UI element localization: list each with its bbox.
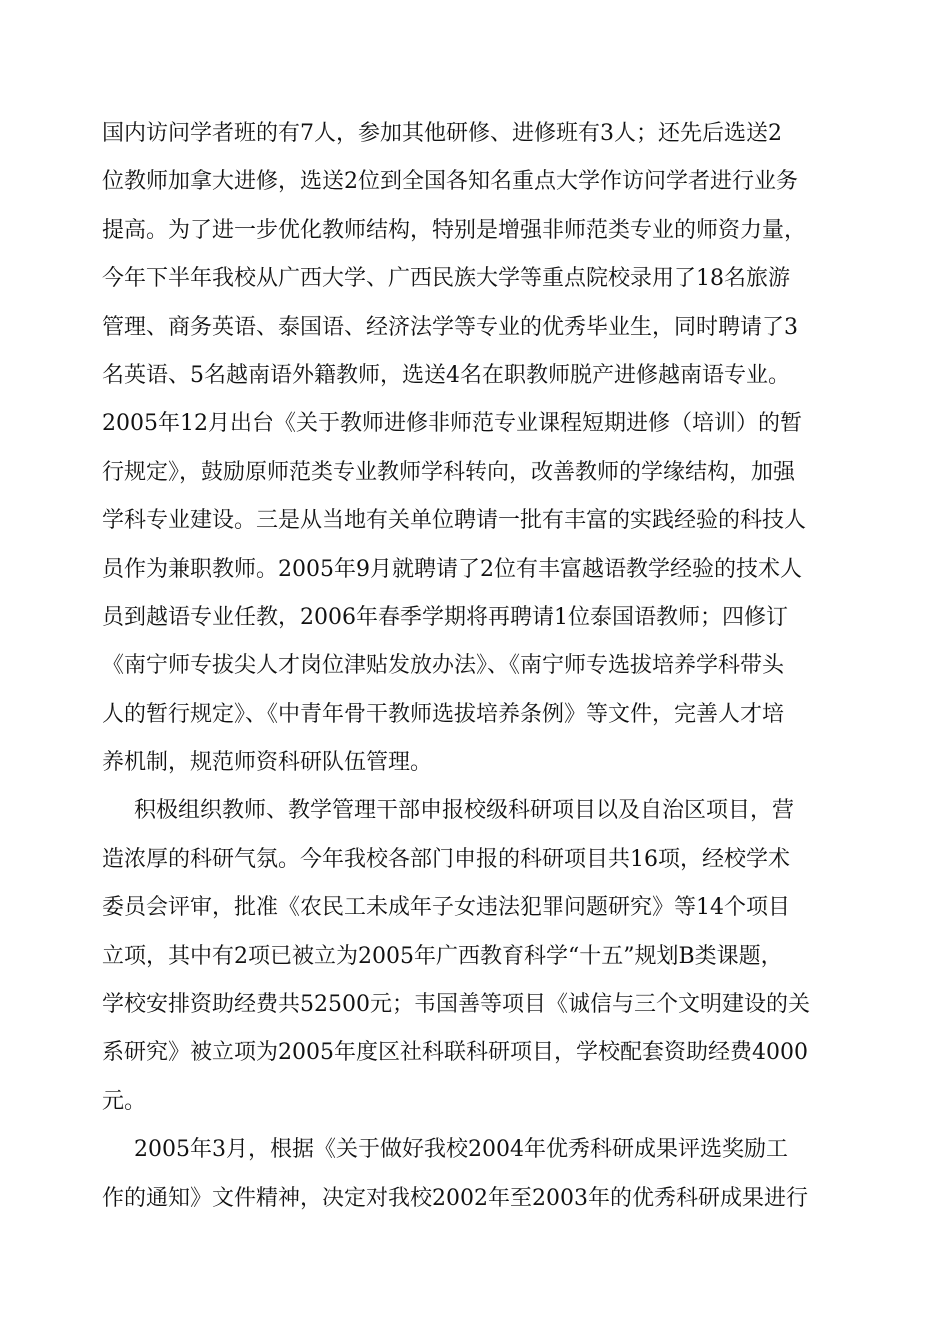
text-line: 管理、商务英语、泰国语、经济法学等专业的优秀毕业生，同时聘请了3: [102, 314, 798, 340]
text-line: 提高。为了进一步优化教师结构，特别是增强非师范类专业的师资力量，: [102, 217, 807, 243]
text-line: 立项，其中有2项已被立为2005年广西教育科学“十五”规划B类课题，: [102, 943, 783, 969]
text-line: 名英语、5名越南语外籍教师，选送4名在职教师脱产进修越南语专业。: [102, 362, 790, 388]
text-line: 位教师加拿大进修，选送2位到全国各知名重点大学作访问学者进行业务: [102, 169, 798, 195]
text-line: 系研究》被立项为2005年度区社科联科研项目，学校配套资助经费4000: [102, 1040, 808, 1066]
text-line: 行规定》，鼓励原师范类专业教师学科转向，改善教师的学缘结构，加强: [102, 459, 796, 485]
paragraph-start-line: 积极组织教师、教学管理干部申报校级科研项目以及自治区项目，营: [134, 798, 795, 824]
text-line: 《南宁师专拔尖人才岗位津贴发放办法》、《南宁师专选拔培养学科带头: [102, 653, 785, 679]
text-line: 今年下半年我校从广西大学、广西民族大学等重点院校录用了18名旅游: [102, 266, 790, 292]
text-line: 员到越语专业任教，2006年春季学期将再聘请1位泰国语教师；四修订: [102, 604, 788, 630]
text-line: 员作为兼职教师。2005年9月就聘请了2位有丰富越语教学经验的技术人: [102, 556, 802, 582]
text-line: 2005年12月出台《关于教师进修非师范专业课程短期进修（培训）的暂: [102, 411, 802, 437]
text-line: 元。: [102, 1088, 147, 1114]
text-line: 作的通知》文件精神，决定对我校2002年至2003年的优秀科研成果进行: [102, 1185, 808, 1211]
paragraph-start-line: 2005年3月，根据《关于做好我校2004年优秀科研成果评选奖励工: [134, 1137, 788, 1163]
text-line: 造浓厚的科研气氛。今年我校各部门申报的科研项目共16项，经校学术: [102, 846, 790, 872]
text-line: 委员会评审，批准《农民工未成年子女违法犯罪问题研究》等14个项目: [102, 895, 790, 921]
text-line: 学科专业建设。三是从当地有关单位聘请一批有丰富的实践经验的科技人: [102, 508, 807, 534]
text-line: 养机制，规范师资科研队伍管理。: [102, 750, 433, 776]
text-line: 学校安排资助经费共52500元；韦国善等项目《诚信与三个文明建设的关: [102, 992, 810, 1018]
text-line: 人的暂行规定》、《中青年骨干教师选拔培养条例》等文件，完善人才培: [102, 701, 785, 727]
text-line: 国内访问学者班的有7人，参加其他研修、进修班有3人；还先后选送2: [102, 121, 782, 146]
body-text: [102, 110, 862, 1223]
